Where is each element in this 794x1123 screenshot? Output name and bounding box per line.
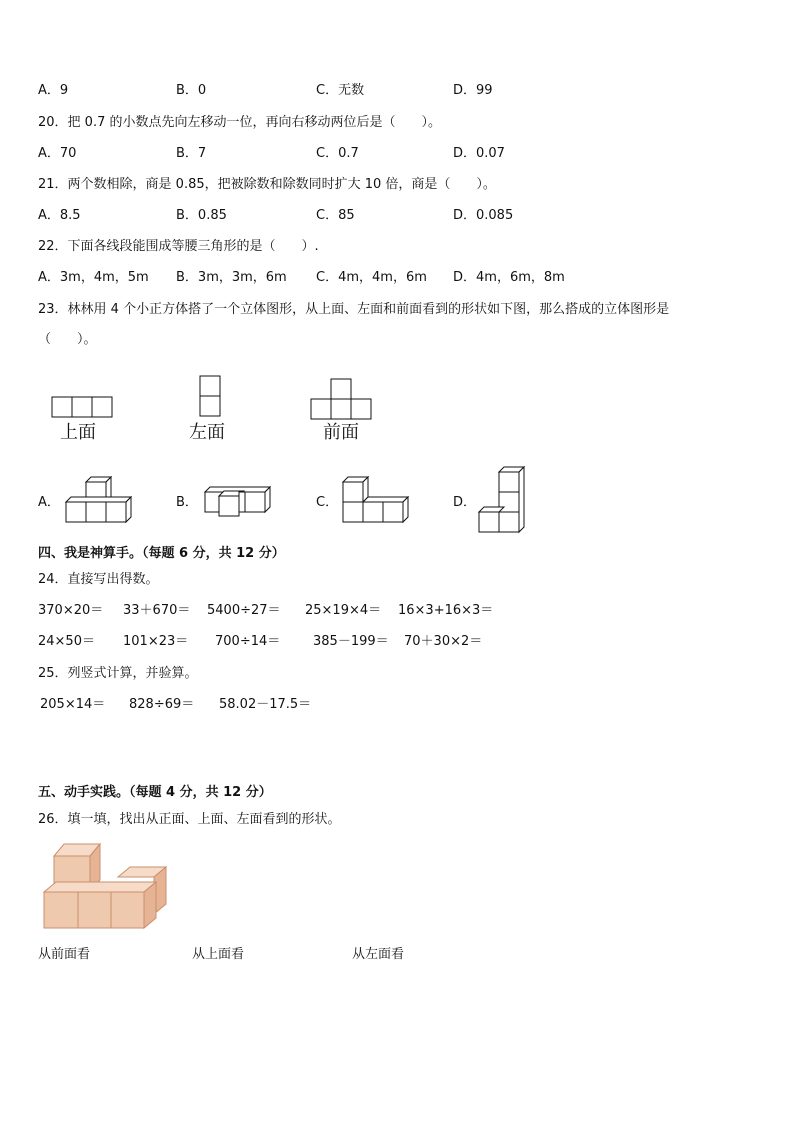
q24-r2-c1: 24×50＝ [38,634,95,649]
q20-option-c: C．0.7 [316,146,359,161]
q24-r2-c2: 101×23＝ [123,634,189,649]
top-view-label: 上面 [60,422,96,443]
q22-option-a: A．3m，4m，5m [38,270,149,285]
q19-option-b: B．0 [176,83,207,98]
q21-option-b: B．0.85 [176,208,227,223]
front-view-answer-label: 从前面看 [38,947,91,962]
q19-option-d: D．99 [453,83,493,98]
q20-option-a: A．70 [38,146,77,161]
q24-r1-c1: 370×20＝ [38,603,104,618]
section4-heading: 四、我是神算手。（每题 6 分，共 12 分） [38,546,285,561]
q19-option-c: C．无数 [316,83,365,98]
q22-option-c: C．4m，4m，6m [316,270,427,285]
q23-option-b-label: B． [176,495,198,510]
q21-stem: 21．两个数相除，商是 0.85，把被除数和除数同时扩大 10 倍，商是（ ）。 [38,177,496,192]
cube-structure-figure [44,840,170,932]
q24-r2-c3: 700÷14＝ [215,634,281,649]
q23-option-a-label: A． [38,495,60,510]
q25-item-1: 205×14＝ [40,697,106,712]
q23-option-d-label: D． [453,495,477,510]
left-view-answer-label: 从左面看 [352,947,405,962]
q25-item-2: 828÷69＝ [129,697,195,712]
q23-option-c-label: C． [316,495,339,510]
option-b-figure [203,486,273,516]
q20-stem: 20．把 0.7 的小数点先向左移动一位，再向右移动两位后是（ ）。 [38,115,441,130]
q26-stem: 26．填一填，找出从正面、上面、左面看到的形状。 [38,812,341,827]
q23-stem-line1: 23．林林用 4 个小正方体搭了一个立体图形，从上面、左面和前面看到的形状如下图，那么搭成的立体图形是 [38,302,670,317]
top-view-diagram [52,397,112,417]
q19-option-a: A．9 [38,83,69,98]
q21-option-d: D．0.085 [453,208,514,223]
option-c-figure [341,480,411,526]
q22-stem: 22．下面各线段能围成等腰三角形的是（ ）. [38,239,319,254]
q24-stem: 24．直接写出得数。 [38,572,159,587]
q24-r1-c2: 33＋670＝ [123,603,191,618]
q24-r1-c3: 5400÷27＝ [207,603,281,618]
q24-r2-c4: 385－199＝ [313,634,389,649]
q23-stem-line2: （ ）。 [38,332,97,347]
q22-option-b: B．3m，3m，6m [176,270,287,285]
top-view-answer-label: 从上面看 [192,947,245,962]
section5-heading: 五、动手实践。（每题 4 分，共 12 分） [38,785,272,800]
q22-option-d: D．4m，6m，8m [453,270,565,285]
front-view-label: 前面 [323,422,359,443]
q24-r1-c4: 25×19×4＝ [305,603,382,618]
q25-item-3: 58.02－17.5＝ [219,697,312,712]
option-d-figure [479,468,529,534]
q24-r1-c5: 16×3+16×3＝ [398,603,494,618]
q20-option-b: B．7 [176,146,207,161]
front-view-diagram [311,379,371,419]
q21-option-a: A．8.5 [38,208,81,223]
q24-r2-c5: 70＋30×2＝ [404,634,483,649]
left-view-label: 左面 [189,422,225,443]
q20-option-d: D．0.07 [453,146,505,161]
q21-option-c: C．85 [316,208,355,223]
option-a-figure [64,480,134,526]
left-view-diagram [200,376,220,416]
q25-stem: 25．列竖式计算，并验算。 [38,666,198,681]
